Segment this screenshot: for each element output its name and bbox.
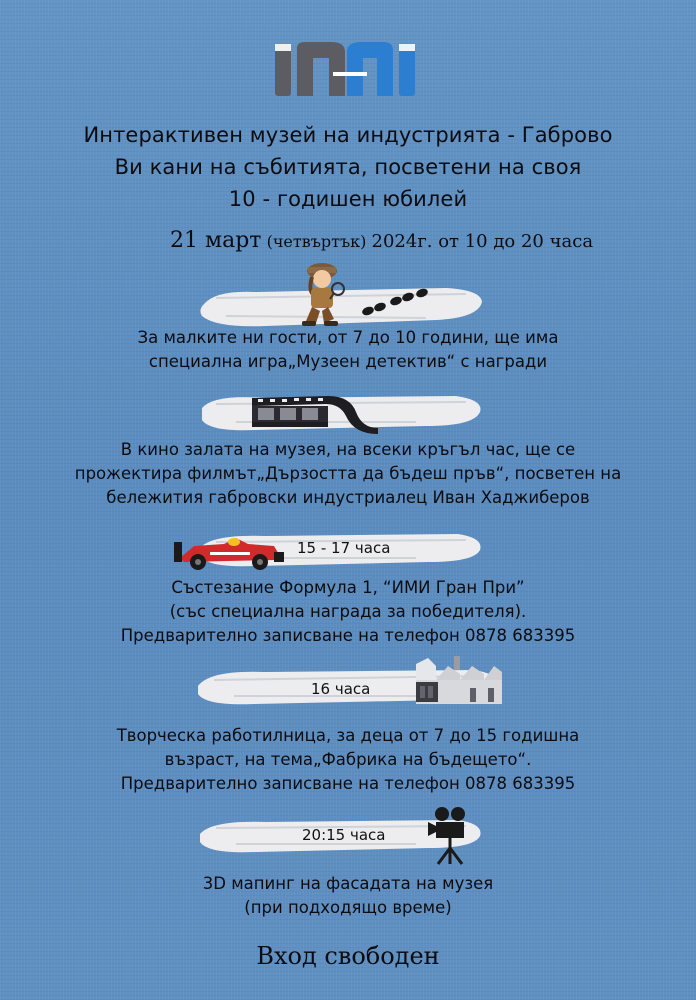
footprints-icon [360, 285, 434, 319]
event-3-line-2: (със специална награда за победителя). [169, 602, 527, 621]
event-1-line-1: За малките ни гости, от 7 до 10 години, ще има [137, 328, 559, 347]
event-2-line-2: прожектира филмът„Дързостта да бъдеш пръв“, посветен на [74, 464, 622, 483]
event-1-description [0, 326, 696, 374]
formula1-car-icon [174, 528, 284, 572]
event-2-line-1: В кино залата на музея, на всеки кръгъл час, ще се [120, 440, 576, 459]
movie-projector-icon [426, 806, 472, 866]
event-4-line-1: Творческа работилница, за деца от 7 до 15 годишна [116, 726, 580, 745]
free-entry-label: Вход свободен [256, 942, 440, 970]
header-line-3: 10 - годишен юбилей [228, 187, 468, 211]
imi-logo [273, 38, 423, 98]
header-line-2: Ви кани на събитията, посветени на своя [114, 155, 582, 179]
event-3-line-3: Предварително записване на телефон 0878 683395 [120, 626, 576, 645]
event-5-line-1: 3D мапинг на фасадата на музея [202, 874, 494, 893]
event-date [170, 228, 593, 253]
event-4-time: 16 часа [311, 680, 371, 698]
event-2-description [0, 438, 696, 510]
event-3-time: 15 - 17 часа [297, 539, 391, 557]
event-4-description [0, 724, 696, 796]
event-3-description [0, 576, 696, 648]
date-day: 21 март [170, 228, 262, 253]
event-4-line-2: възраст, на тема„Фабрика на бъдещето“. [164, 750, 532, 769]
factory-icon [414, 654, 504, 704]
event-3-line-1: Състезание Формула 1, “ИМИ Гран При” [171, 578, 525, 597]
date-rest: 2024г. от 10 до 20 часа [371, 231, 594, 252]
event-5-line-2: (при подходящо време) [244, 898, 452, 917]
event-4-line-3: Предварително записване на телефон 0878 683395 [120, 774, 576, 793]
event-2-line-3: бележития габровски индустриалец Иван Хаджиберов [106, 488, 590, 507]
header-line-1: Интерактивен музей на индустрията - Габрово [83, 123, 613, 147]
event-1-line-2: специална игра„Музеен детектив“ с награди [148, 352, 548, 371]
date-weekday: (четвъртък) [266, 232, 367, 251]
event-5-description [0, 872, 696, 920]
event-5-time: 20:15 часа [302, 826, 386, 844]
detective-girl-icon [298, 255, 346, 331]
film-strip-icon [250, 392, 380, 434]
